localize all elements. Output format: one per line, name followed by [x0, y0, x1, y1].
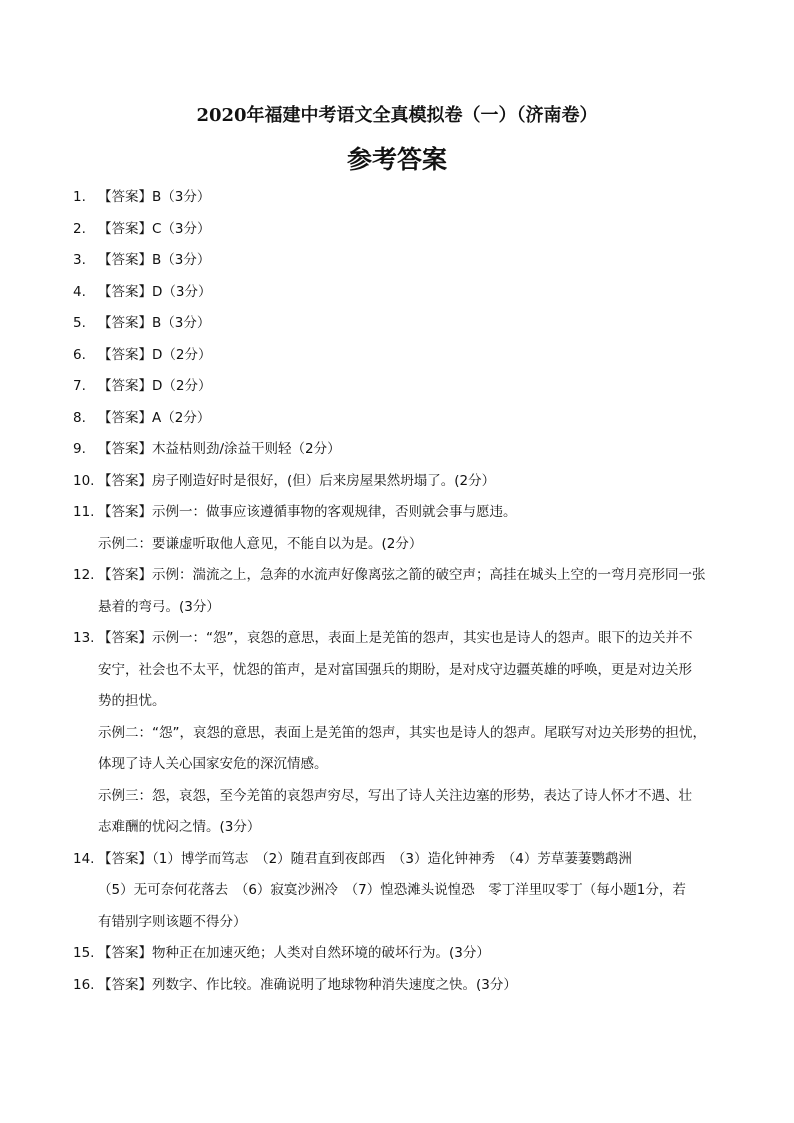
answer-number: 10.	[73, 472, 95, 489]
answer-tag: 【答案】	[98, 346, 152, 363]
answer-number: 12.	[73, 567, 95, 583]
answer-number: 15.	[73, 945, 95, 961]
answer-number: 9.	[73, 441, 86, 457]
answer-line	[98, 718, 733, 750]
answer-item	[73, 970, 733, 1002]
answer-text: D（2分）	[152, 378, 212, 394]
answer-number: 1.	[73, 189, 86, 205]
answer-item	[73, 371, 733, 403]
answer-line	[98, 403, 733, 435]
answer-item	[73, 214, 733, 246]
answer-number: 3.	[73, 252, 86, 268]
answer-text: 有错别字则该题不得分）	[98, 913, 247, 930]
answer-text: 示例二：“怨”，哀怨的意思，表面上是羌笛的怨声，其实也是诗人的怨声。尾联写对边关形势的担忧，	[98, 724, 706, 741]
answer-item	[73, 245, 733, 277]
answer-line	[98, 466, 733, 498]
answer-tag: 【答案】	[98, 252, 152, 268]
answer-line	[98, 214, 733, 246]
answer-text: A（2分）	[152, 409, 211, 426]
answer-item	[73, 340, 733, 372]
answer-tag: 【答案】	[98, 504, 152, 520]
answer-number: 8.	[73, 409, 86, 426]
answer-line	[98, 686, 733, 718]
answer-item	[73, 466, 733, 498]
answer-line	[98, 434, 733, 466]
answer-line	[98, 371, 733, 403]
answer-tag: 【答案】	[98, 850, 152, 867]
answer-tag: 【答案】	[98, 630, 152, 646]
answer-tag: 【答案】	[98, 315, 152, 331]
answer-text: 示例二：要谦虚听取他人意见，不能自以为是。(2分）	[98, 535, 423, 552]
answer-line	[98, 182, 733, 214]
answer-text: 势的担忧。	[98, 693, 166, 709]
answer-number: 5.	[73, 315, 86, 331]
answer-text: 列数字、作比较。准确说明了地球物种消失速度之快。(3分）	[152, 976, 517, 993]
answer-tag: 【答案】	[98, 220, 152, 237]
answer-item	[73, 497, 733, 560]
answer-text: 体现了诗人关心国家安危的深沉情感。	[98, 756, 328, 772]
answer-number: 7.	[73, 378, 86, 394]
answer-text: 木益枯则劲/涂益干则轻（2分）	[152, 441, 341, 457]
answer-item	[73, 938, 733, 970]
answer-item	[73, 403, 733, 435]
answer-text: 示例：湍流之上，急奔的水流声好像离弦之箭的破空声；高挂在城头上空的一弯月亮形同一张	[152, 567, 706, 583]
answer-line	[98, 749, 733, 781]
answer-tag: 【答案】	[98, 378, 152, 394]
answer-text: 物种正在加速灭绝；人类对自然环境的破坏行为。(3分）	[152, 945, 490, 961]
answer-line	[98, 623, 733, 655]
answer-number: 2.	[73, 220, 86, 237]
answer-tag: 【答案】	[98, 189, 152, 205]
answer-list	[73, 182, 733, 1001]
answer-item	[73, 277, 733, 309]
answer-tag: 【答案】	[98, 945, 152, 961]
answer-line	[98, 592, 733, 624]
answer-line	[98, 812, 733, 844]
answer-text: （1）博学而笃志 （2）随君直到夜郎西 （3）造化钟神秀 （4）芳草萋萋鹦鹉洲	[152, 850, 632, 867]
answer-text: D（2分）	[152, 346, 212, 363]
answer-item	[73, 623, 733, 844]
answer-text: （5）无可奈何花落去 （6）寂寞沙洲冷 （7）惶恐滩头说惶恐 零丁洋里叹零丁（每小题1分，若	[98, 882, 686, 898]
answer-number: 16.	[73, 976, 95, 993]
answer-text: B（3分）	[152, 315, 211, 331]
answer-line	[98, 907, 733, 939]
answer-item	[73, 560, 733, 623]
answer-tag: 【答案】	[98, 441, 152, 457]
answer-text: B（3分）	[152, 252, 211, 268]
answer-text: 志难酬的忧闷之情。(3分）	[98, 819, 261, 835]
answer-line	[98, 970, 733, 1002]
answer-number: 4.	[73, 283, 86, 300]
answer-item	[73, 308, 733, 340]
answer-line	[98, 529, 733, 561]
answer-text: 安宁，社会也不太平，忧怨的笛声，是对富国强兵的期盼，是对戍守边疆英雄的呼唤，更是对边关形	[98, 661, 692, 678]
answer-text: D（3分）	[152, 283, 212, 300]
answer-text: 房子刚造好时是很好，(但）后来房屋果然坍塌了。(2分）	[152, 472, 496, 489]
answer-tag: 【答案】	[98, 409, 152, 426]
answer-text: 悬着的弯弓。(3分）	[98, 598, 220, 615]
answer-tag: 【答案】	[98, 567, 152, 583]
answer-line	[98, 340, 733, 372]
answer-text: 示例一：“怨”，哀怨的意思，表面上是羌笛的怨声，其实也是诗人的怨声。眼下的边关并不	[152, 630, 693, 646]
answer-line	[98, 875, 733, 907]
answer-text: 示例一：做事应该遵循事物的客观规律，否则就会事与愿违。	[152, 504, 517, 520]
answer-line	[98, 844, 733, 876]
answer-number: 14.	[73, 850, 95, 867]
answer-line	[98, 781, 733, 813]
page-subtitle: 参考答案	[346, 145, 447, 174]
answer-text: B（3分）	[152, 189, 211, 205]
answer-tag: 【答案】	[98, 976, 152, 993]
answer-line	[98, 655, 733, 687]
answer-line	[98, 245, 733, 277]
page-title: 2020年福建中考语文全真模拟卷（一）（济南卷）	[196, 105, 598, 126]
answer-line	[98, 938, 733, 970]
answer-line	[98, 560, 733, 592]
answer-text: 示例三：怨，哀怨，至今羌笛的哀怨声穷尽，写出了诗人关注边塞的形势，表达了诗人怀才不遇、壮	[98, 787, 692, 804]
answer-line	[98, 497, 733, 529]
answer-tag: 【答案】	[98, 472, 152, 489]
answer-text: C（3分）	[152, 220, 211, 237]
answer-line	[98, 277, 733, 309]
answer-number: 13.	[73, 630, 95, 646]
answer-number: 6.	[73, 346, 86, 363]
answer-line	[98, 308, 733, 340]
answer-item	[73, 844, 733, 939]
answer-item	[73, 434, 733, 466]
answer-number: 11.	[73, 504, 95, 520]
answer-item	[73, 182, 733, 214]
answer-tag: 【答案】	[98, 283, 152, 300]
